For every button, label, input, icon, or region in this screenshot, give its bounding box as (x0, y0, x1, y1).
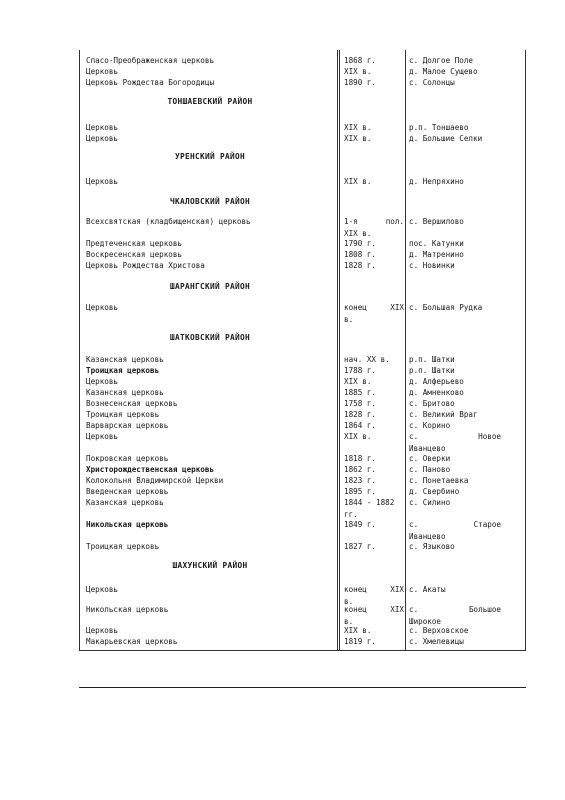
church-name: Казанская церковь (86, 498, 164, 507)
date-cell (344, 486, 404, 498)
table-col-divider-1b (339, 50, 340, 651)
date-cell (344, 409, 404, 421)
footnote-separator (79, 687, 526, 688)
church-name: Церковь (86, 377, 119, 386)
date-line: в. (344, 616, 354, 626)
church-name: Спасо-Преображенская церковь (86, 56, 215, 65)
date-line: 1828 г. (344, 410, 377, 419)
date-cell (344, 354, 404, 366)
place-cell (409, 464, 501, 476)
place-line: с. Солонцы (409, 78, 455, 87)
table-left-border (79, 50, 80, 651)
church-name: Церковь Рождества Христова (86, 261, 205, 270)
place-cell (409, 486, 501, 498)
place-cell (409, 302, 501, 314)
place-cell (409, 625, 501, 637)
church-name: Церковь (86, 303, 119, 312)
church-name: Троицкая церковь (86, 366, 160, 375)
district-heading: УРЕНСКИЙ РАЙОН (175, 152, 245, 161)
church-name: Церковь (86, 134, 119, 143)
place-line: с. Большая Рудка (409, 303, 483, 312)
date-cell (344, 541, 404, 553)
place-cell (409, 55, 501, 67)
date-cell (344, 122, 404, 134)
place-cell (409, 249, 501, 261)
place-line: р.п. Шатки (409, 355, 455, 364)
place-line: с. Верховское (409, 626, 469, 635)
date-line: 1862 г. (344, 465, 377, 474)
date-line (344, 584, 404, 596)
place-line: с. Корино (409, 421, 451, 430)
date-cell (344, 420, 404, 432)
church-name: Никольская церковь (86, 605, 169, 614)
date-line: XIX в. (344, 432, 372, 441)
district-heading: ЧКАЛОВСКИЙ РАЙОН (170, 197, 250, 206)
date-line: 1864 г. (344, 421, 377, 430)
date-cell (344, 302, 404, 325)
place-line: пос. Катунки (409, 239, 464, 248)
place-cell (409, 176, 501, 188)
place-cell (409, 409, 501, 421)
table-col-divider-2 (405, 50, 406, 651)
place-line: Иванцево (409, 531, 446, 541)
church-name: Вознесенская церковь (86, 399, 178, 408)
date-cell (344, 625, 404, 637)
place-cell (409, 431, 501, 454)
place-line: с. Понетаевка (409, 476, 469, 485)
date-line: 1823 г. (344, 476, 377, 485)
place-line: с. Вершилово (409, 217, 464, 226)
place-line (409, 519, 501, 531)
date-line: XIX в. (344, 134, 372, 143)
date-line: нач. XX в. (344, 355, 390, 364)
church-name: Церковь (86, 67, 119, 76)
date-cell (344, 238, 404, 250)
church-name: Введенская церковь (86, 487, 169, 496)
place-part: с. (409, 432, 419, 441)
place-cell (409, 541, 501, 553)
place-cell (409, 420, 501, 432)
place-line: с. Хмелевицы (409, 637, 464, 646)
date-line: 1849 г. (344, 520, 377, 529)
place-line: д. Малое Сущево (409, 67, 478, 76)
place-cell (409, 260, 501, 272)
place-line: д. Матренино (409, 250, 464, 259)
place-part: Старое (473, 520, 501, 529)
date-cell (344, 453, 404, 465)
date-line: 1890 г. (344, 78, 377, 87)
district-heading: ШАХУНСКИЙ РАЙОН (172, 561, 248, 570)
date-line: гг. (344, 509, 358, 519)
table-right-border (525, 50, 526, 651)
date-line: 1844 - 1882 (344, 498, 395, 507)
date-cell (344, 55, 404, 67)
place-line: с. Оверки (409, 454, 451, 463)
table-bottom-border (79, 650, 526, 651)
church-name: Церковь (86, 585, 119, 594)
date-cell (344, 497, 404, 520)
church-name: Покровская церковь (86, 454, 169, 463)
church-name: Никольская церковь (86, 520, 169, 529)
place-line (409, 431, 501, 443)
church-name: Колокольня Владимирской Церкви (86, 476, 224, 485)
date-line (344, 604, 404, 616)
date-line (344, 302, 404, 314)
church-name: Церковь (86, 123, 119, 132)
date-cell (344, 604, 404, 627)
place-cell (409, 584, 501, 596)
date-line: 1819 г. (344, 637, 377, 646)
place-cell (409, 376, 501, 388)
date-line: 1885 г. (344, 388, 377, 397)
place-line: р.п. Шатки (409, 366, 455, 375)
date-part: XIX (390, 605, 404, 614)
district-heading: ШАРАНГСКИЙ РАЙОН (170, 282, 250, 291)
date-part: конец (344, 585, 367, 594)
date-cell (344, 398, 404, 410)
place-cell (409, 497, 501, 509)
place-cell (409, 387, 501, 399)
date-cell (344, 77, 404, 89)
district-heading: ШАТКОВСКИЙ РАЙОН (170, 333, 250, 342)
date-line: XIX в. (344, 377, 372, 386)
place-line: с. Новинки (409, 261, 455, 270)
date-line (344, 216, 404, 228)
church-name: Церковь (86, 626, 119, 635)
place-cell (409, 77, 501, 89)
date-line: в. (344, 314, 354, 324)
date-part: конец (344, 303, 367, 312)
date-line: XIX в. (344, 177, 372, 186)
place-cell (409, 604, 501, 627)
date-part: пол. (385, 217, 404, 226)
date-line: XIX в. (344, 626, 372, 635)
place-line: Широкое (409, 616, 442, 626)
date-line: 1818 г. (344, 454, 377, 463)
church-name: Троицкая церковь (86, 410, 160, 419)
place-cell (409, 475, 501, 487)
date-cell (344, 387, 404, 399)
place-line: р.п. Тоншаево (409, 123, 469, 132)
place-part: Большое (468, 605, 501, 614)
place-part: с. (409, 605, 419, 614)
date-line: XIX в. (344, 228, 372, 238)
date-cell (344, 249, 404, 261)
date-cell (344, 475, 404, 487)
date-line: в. (344, 596, 354, 606)
church-name: Казанская церковь (86, 355, 164, 364)
place-line: Иванцево (409, 443, 446, 453)
date-cell (344, 636, 404, 648)
place-line: д. Свербино (409, 487, 460, 496)
church-name: Всехсвятская (кладбищенская) церковь (86, 217, 251, 226)
date-line: 1827 г. (344, 542, 377, 551)
place-cell (409, 453, 501, 465)
place-line: д. Алферьево (409, 377, 464, 386)
place-line: с. Языково (409, 542, 455, 551)
date-cell (344, 66, 404, 78)
place-cell (409, 365, 501, 377)
place-line: с. Силино (409, 498, 451, 507)
date-line: 1790 г. (344, 239, 377, 248)
date-cell (344, 376, 404, 388)
date-cell (344, 216, 404, 239)
church-name: Церковь (86, 177, 119, 186)
church-name: Христорождественская церковь (86, 465, 215, 474)
place-line: с. Паново (409, 465, 451, 474)
place-line: д. Непряхино (409, 177, 464, 186)
date-line: 1808 г. (344, 250, 377, 259)
church-name: Варварская церковь (86, 421, 169, 430)
place-line: д. Амненково (409, 388, 464, 397)
church-name: Макарьевская церковь (86, 637, 178, 646)
church-name: Воскресенская церковь (86, 250, 183, 259)
district-heading: ТОНШАЕВСКИЙ РАЙОН (167, 97, 253, 106)
date-cell (344, 431, 404, 443)
place-part: Новое (478, 432, 501, 441)
place-cell (409, 519, 501, 542)
date-part: 1-я (344, 217, 358, 226)
place-line (409, 604, 501, 616)
date-line: 1788 г. (344, 366, 377, 375)
place-cell (409, 122, 501, 134)
place-cell (409, 133, 501, 145)
date-line: 1868 г. (344, 56, 377, 65)
place-part: с. (409, 520, 419, 529)
place-line: с. Великий Враг (409, 410, 478, 419)
date-cell (344, 519, 404, 531)
church-name: Казанская церковь (86, 388, 164, 397)
date-line: XIX в. (344, 67, 372, 76)
date-part: XIX (390, 303, 404, 312)
place-line: д. Большие Селки (409, 134, 483, 143)
place-cell (409, 354, 501, 366)
place-cell (409, 398, 501, 410)
date-line: XIX в. (344, 123, 372, 132)
date-cell (344, 464, 404, 476)
church-name: Троицкая церковь (86, 542, 160, 551)
church-name: Церковь (86, 432, 119, 441)
place-cell (409, 238, 501, 250)
date-line: 1828 г. (344, 261, 377, 270)
place-line: с. Долгое Поле (409, 56, 474, 65)
date-cell (344, 365, 404, 377)
place-line: с. Бритово (409, 399, 455, 408)
date-part: XIX (390, 585, 404, 594)
church-name: Церковь Рождества Богородицы (86, 78, 215, 87)
table-col-divider-1 (337, 50, 338, 651)
place-cell (409, 66, 501, 78)
place-line: с. Акаты (409, 585, 446, 594)
date-cell (344, 133, 404, 145)
place-cell (409, 636, 501, 648)
date-cell (344, 260, 404, 272)
date-line: 1895 г. (344, 487, 377, 496)
church-name: Предтеченская церковь (86, 239, 183, 248)
place-cell (409, 216, 501, 228)
date-line: 1758 г. (344, 399, 377, 408)
date-cell (344, 176, 404, 188)
date-part: конец (344, 605, 367, 614)
